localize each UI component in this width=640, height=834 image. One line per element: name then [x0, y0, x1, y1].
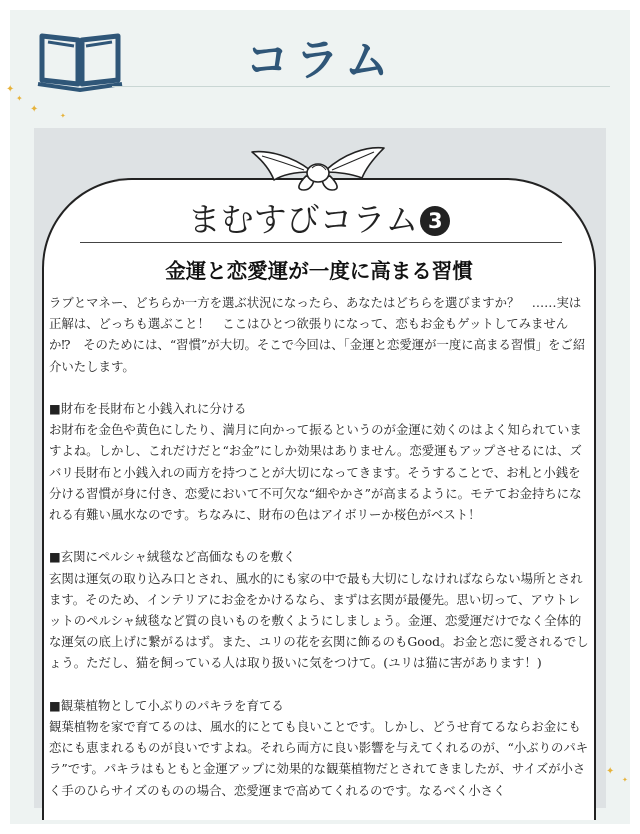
section-body: お財布を金色や黄色にしたり、満月に向かって振るというのが金運に効くのはよく知られていますよね。しかし、これだけだと“お金”にしか効果はありません。恋愛運もアップさせるには、ズバリ長財布と小銭入れの両方を持つことが大切になってきます。そうすることで、お札と小銭を分ける習慣が身に付き、恋愛において不可欠な“細やかさ”が高まるように。モテてお金持ちになれる有難い風水なのです。ちなみに、財布の色はアイボリーか桜色がベスト！: [49, 422, 582, 523]
section-heading: ■観葉植物として小ぶりのパキラを育てる: [49, 697, 284, 713]
intro-paragraph: ラブとマネー、どちらか一方を選ぶ状況になったら、あなたはどちらを選びますか？ ……実は正解は、どっちも選ぶこと！ ここはひとつ欲張りになって、恋もお金もゲットしてみませんか⁉ そのためには、“習慣”が大切。そこで今回は、「金運と恋愛運が一度に高まる習慣」をご紹介いたします。: [49, 295, 586, 374]
column-number-badge: 3: [420, 206, 450, 236]
card-title-text: まむすびコラム: [187, 200, 419, 239]
column-card: [42, 178, 596, 820]
column-header: [10, 10, 630, 88]
sparkle-icon: ✦: [606, 766, 615, 777]
sparkle-icon: ✦: [16, 94, 23, 103]
section-heading: ■財布を長財布と小銭入れに分ける: [49, 401, 247, 416]
page-title: コラム: [245, 35, 395, 86]
sparkle-icon: ✦: [30, 104, 39, 115]
card-title: [44, 194, 594, 241]
sparkle-icon: ✦: [60, 112, 66, 120]
section-heading: ■玄関にペルシャ絨毯など高価なものを敷く: [49, 549, 296, 565]
bow-icon: [248, 140, 388, 192]
card-divider: [80, 242, 562, 243]
sparkle-icon: ✦: [622, 776, 628, 784]
article-body: [49, 292, 589, 820]
sparkle-icon: ✦: [6, 84, 15, 95]
header-divider: [112, 86, 610, 87]
section-body: 玄関は運気の取り込み口とされ、風水的にも家の中で最も大切にしなければならない場所とされます。そのため、インテリアにお金をかけるなら、まずは玄関が最優先。思い切って、アウトレットのペルシャ絨毯など質の良いものを敷くようにしましょう。金運、恋愛運だけでなく全体的な運気の底上げに繋がるはず。また、ユリの花を玄関に飾るのもGood。お金と恋に愛されるでしょう。ただし、猫を飼っている人は取り扱いに気をつけて。(ユリは猫に害があります！): [49, 570, 589, 671]
section-body: 観葉植物を家で育てるのは、風水的にとても良いことです。しかし、どうせ育てるならお金にも恋にも恵まれるものが良いですよね。それら両方に良い影響を与えてくれるのが、“小ぶりのパキラ”です。パキラはもともと金運アップに効果的な観葉植物だとされてきましたが、サイズが小さく手のひらサイズのものの場合、恋愛運まで高めてくれるのです。なるべく小さく: [49, 719, 589, 798]
article-title: 金運と恋愛運が一度に高まる習慣: [165, 259, 473, 283]
